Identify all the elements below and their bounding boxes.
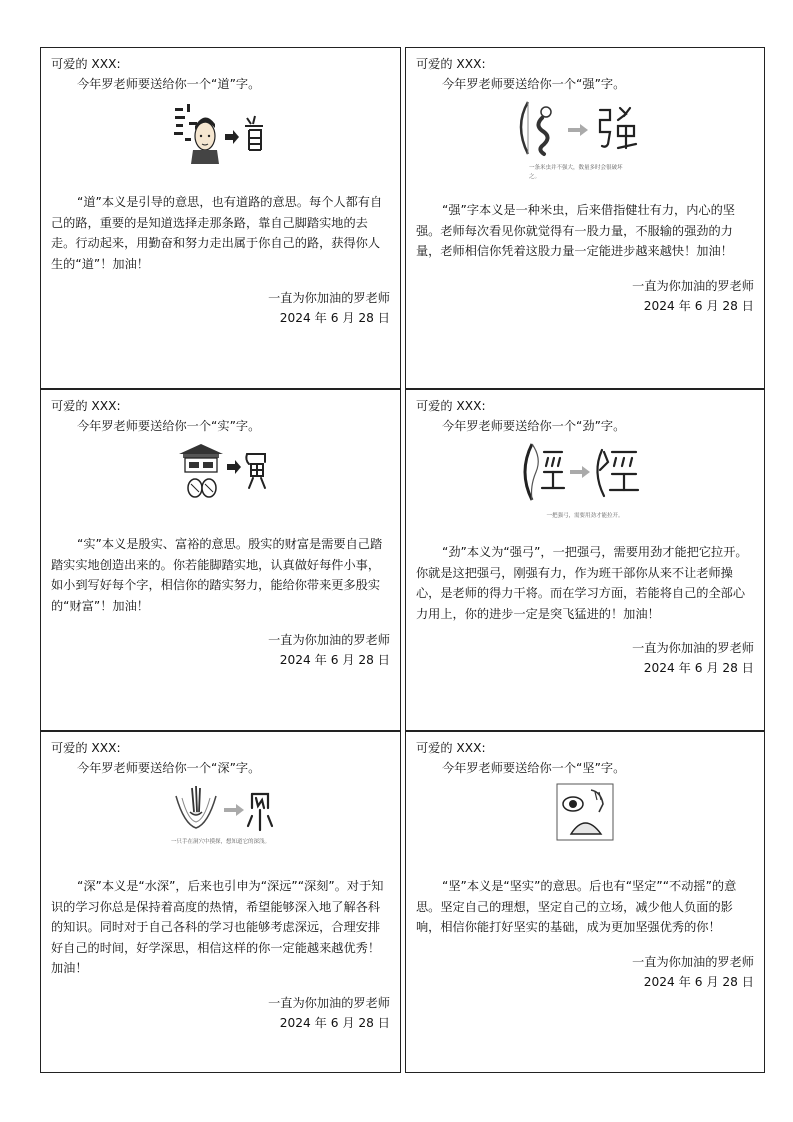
greeting: 可爱的 XXX:: [416, 399, 486, 413]
illustration-dao: [51, 94, 390, 186]
date: 2024 年 6 月 28 日: [643, 298, 754, 313]
signature: 一直为你加油的罗老师: [268, 291, 390, 306]
card-jin: [405, 389, 765, 731]
body-text: “强”字本义是一种米虫，后来借指健壮有力，内心的坚强。老师每次看见你就觉得有一股力量，不服输的强劲的力量，老师相信你凭着这股力量一定能进步越来越快！加油！: [416, 203, 735, 259]
illustration-shi: [51, 436, 390, 528]
card-jian: [405, 731, 765, 1073]
body-text: “劲”本义为“强弓”，一把强弓，需要用劲才能把它拉开。你就是这把强弓，刚强有力，作为班干部你从来不让老师操心，是老师的得力干将。而在学习方面，若能将自己的全部心力用上，你的进步一定是突飞猛进的！加油！: [416, 545, 748, 621]
illustration-jian: [416, 778, 754, 870]
jin-evolution-illustration-icon: [512, 440, 652, 504]
body-text: “深”本义是“水深”，后来也引申为“深远”“深刻”。对于知识的学习你总是保持着高度的热情，希望能够深入地了解各科的知识。同时对于自己各科的学习也能够考虑深远，合理安排好自己的时间，好学深思，相信这样的你一定能越来越优秀！加油！: [51, 879, 384, 976]
signature: 一直为你加油的罗老师: [268, 633, 390, 648]
date: 2024 年 6 月 28 日: [643, 661, 754, 676]
image-caption: 一把强弓，需要用劲才能拉开。: [546, 513, 624, 519]
intro-line: 今年罗老师要送给你一个“强”字。: [442, 77, 626, 91]
card-dao: [40, 47, 401, 389]
intro-line: 今年罗老师要送给你一个“坚”字。: [442, 761, 626, 775]
signature: 一直为你加油的罗老师: [268, 995, 390, 1010]
illustration-shen: [51, 778, 390, 870]
card-shi: [40, 389, 401, 731]
date: 2024 年 6 月 28 日: [279, 311, 390, 326]
card-shen: [40, 731, 401, 1073]
signature: 一直为你加油的罗老师: [632, 641, 754, 656]
illustration-jin: [416, 436, 754, 536]
jian-illustration-icon: [555, 782, 615, 842]
greeting: 可爱的 XXX:: [416, 741, 486, 755]
greeting: 可爱的 XXX:: [51, 741, 121, 755]
greeting: 可爱的 XXX:: [416, 57, 486, 71]
image-caption: 一只手在洞穴中摸探，想知道它的深浅。: [170, 839, 270, 845]
body-text: “实”本义是殷实、富裕的意思。殷实的财富是需要自己踏踏实实地创造出来的。你若能脚踏实地，认真做好每件小事，如小到写好每个字，相信你的踏实努力，能给你带来更多殷实的“财富”！加油！: [51, 537, 383, 613]
body-text: “坚”本义是“坚实”的意思。后也有“坚定”“不动摇”的意思。坚定自己的理想，坚定自己的立场，减少他人负面的影响，相信你能打好坚实的基础，成为更加坚强优秀的你！: [416, 879, 737, 935]
signature: 一直为你加油的罗老师: [632, 278, 754, 293]
qiang-evolution-illustration-icon: [512, 98, 652, 158]
card-qiang: [405, 47, 765, 389]
date: 2024 年 6 月 28 日: [643, 974, 754, 989]
body-text: “道”本义是引导的意思，也有道路的意思。每个人都有自己的路，重要的是知道选择走那条路，靠自己脚踏实地的去走。行动起来，用勤奋和努力走出属于你自己的路，获得你人生的“道”！加油！: [51, 195, 383, 271]
date: 2024 年 6 月 28 日: [279, 1015, 390, 1030]
shi-evolution-illustration-icon: [171, 440, 271, 504]
intro-line: 今年罗老师要送给你一个“深”字。: [77, 761, 261, 775]
intro-line: 今年罗老师要送给你一个“劲”字。: [442, 419, 626, 433]
greeting: 可爱的 XXX:: [51, 57, 121, 71]
image-caption: 一条米虫并不强大，数量多时会很破坏之。: [529, 165, 623, 180]
greeting: 可爱的 XXX:: [51, 399, 121, 413]
illustration-qiang: [416, 94, 754, 194]
signature: 一直为你加油的罗老师: [632, 954, 754, 969]
shen-evolution-illustration-icon: [166, 782, 276, 838]
dao-evolution-illustration-icon: [171, 98, 271, 168]
intro-line: 今年罗老师要送给你一个“道”字。: [77, 77, 261, 91]
date: 2024 年 6 月 28 日: [279, 653, 390, 668]
intro-line: 今年罗老师要送给你一个“实”字。: [77, 419, 261, 433]
